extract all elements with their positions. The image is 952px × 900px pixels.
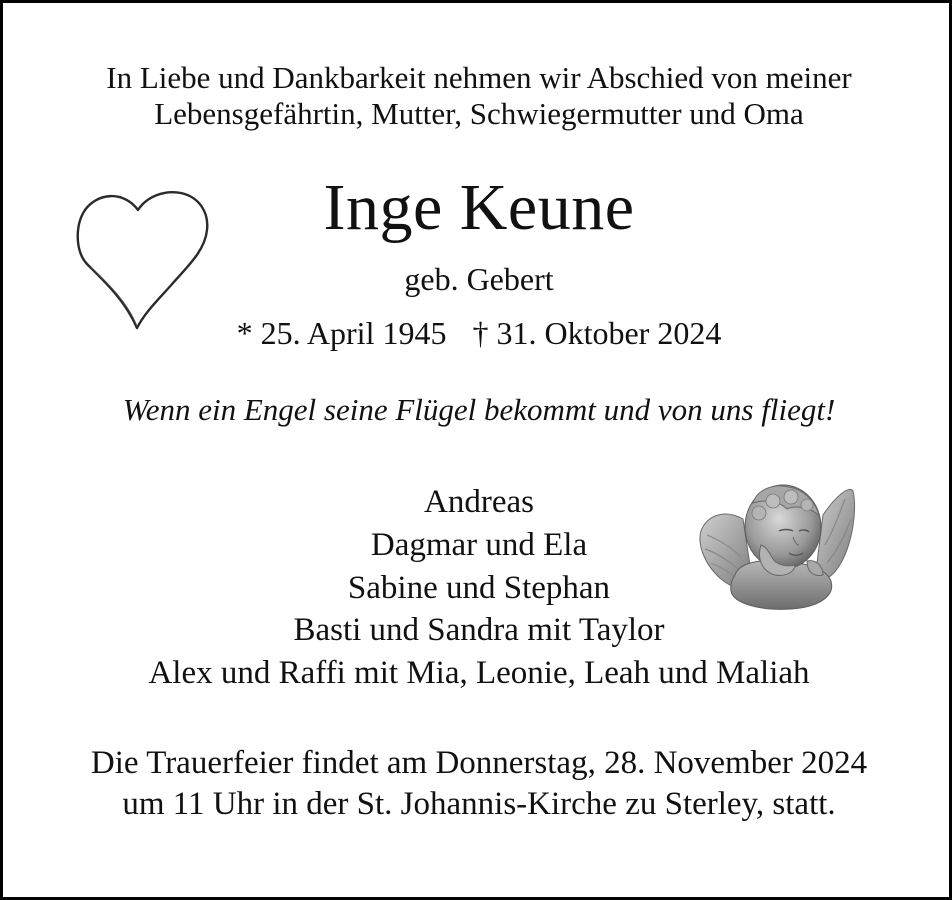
intro-line-2: Lebensgefährtin, Mutter, Schwiegermutter und Oma — [154, 96, 804, 131]
family-line-4: Basti und Sandra mit Taylor — [293, 612, 665, 648]
family-line-1: Andreas — [424, 484, 534, 520]
quote-text: Wenn ein Engel seine Flügel bekommt und von uns fliegt! — [122, 392, 836, 427]
intro-line-1: In Liebe und Dankbarkeit nehmen wir Abschied von meiner — [106, 60, 852, 95]
birth-date: * 25. April 1945 — [236, 315, 447, 351]
death-date: † 31. Oktober 2024 — [472, 315, 722, 351]
angel-figure — [695, 479, 857, 613]
birth-name: geb. Gebert — [404, 261, 554, 297]
life-dates — [3, 315, 952, 351]
service-line-1: Die Trauerfeier findet am Donnerstag, 28. November 2024 — [90, 745, 868, 781]
family-line-3: Sabine und Stephan — [347, 570, 611, 606]
deceased-name: Inge Keune — [323, 171, 635, 244]
service-line-2: um 11 Uhr in der St. Johannis-Kirche zu Sterley, statt. — [122, 786, 836, 822]
family-line-5: Alex und Raffi mit Mia, Leonie, Leah und Maliah — [148, 655, 810, 691]
family-line-2: Dagmar und Ela — [370, 527, 588, 563]
